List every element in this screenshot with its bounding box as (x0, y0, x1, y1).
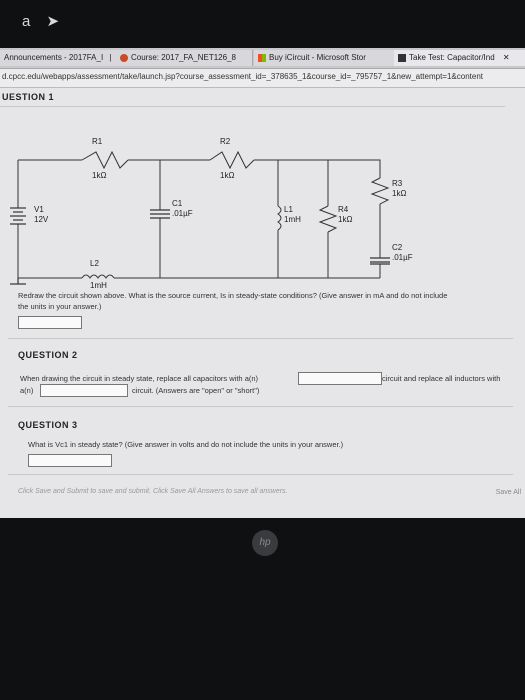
v1-label: V1 (34, 205, 44, 214)
send-icon: ➤ (46, 13, 60, 30)
question-2-text-b: circuit and replace all inductors with (382, 374, 501, 383)
question-2-text-a: When drawing the circuit in steady state, replace all capacitors with a(n) (20, 374, 259, 383)
r2-value: 1kΩ (220, 171, 235, 180)
tab-take-test[interactable]: Take Test: Capacitor/Ind ✕ (394, 50, 525, 66)
monitor-top-bezel (0, 0, 525, 50)
tab-announcements[interactable]: Announcements - 2017FA_I | (0, 50, 117, 66)
c1-label: C1 (172, 199, 183, 208)
r1-value: 1kΩ (92, 171, 107, 180)
bezel-top-text: a ➤ (22, 13, 60, 30)
divider (8, 406, 513, 407)
l1-label: L1 (284, 205, 293, 214)
divider (8, 474, 513, 475)
question-2-inductor-input[interactable] (40, 384, 128, 397)
url-text: d.cpcc.edu/webapps/assessment/take/launch.jsp?course_assessment_id=_378635_1&course_id=_795757_1&new_attempt=1&content (2, 72, 483, 81)
r2-label: R2 (220, 137, 231, 146)
r1-label: R1 (92, 137, 103, 146)
question-2-text-c: a(n) (20, 386, 34, 395)
c1-value: .01µF (172, 209, 193, 218)
blackboard-icon (398, 54, 406, 62)
l1-value: 1mH (284, 215, 301, 224)
r3-value: 1kΩ (392, 189, 407, 198)
question-2-header: QUESTION 2 (18, 350, 78, 360)
microsoft-store-icon (258, 54, 266, 62)
question-2-capacitor-input[interactable] (298, 372, 382, 385)
browser-screen (0, 48, 525, 518)
question-1-header: UESTION 1 (2, 92, 55, 102)
r3-label: R3 (392, 179, 403, 188)
tab-buy-icircuit[interactable]: Buy iCircuit - Microsoft Stor (254, 50, 395, 66)
question-3-answer-input[interactable] (28, 454, 112, 467)
question-1-answer-input[interactable] (18, 316, 82, 329)
question-1-text: Redraw the circuit shown above. What is the source current, Is in steady-state conditions? (Give answer in mA and do not include the units in your answer.) (18, 291, 448, 311)
question-3-header: QUESTION 3 (18, 420, 78, 430)
flame-icon (120, 54, 128, 62)
test-content (0, 88, 525, 518)
l2-value: 1mH (90, 281, 107, 288)
address-bar[interactable] (0, 69, 525, 88)
submit-hint: Click Save and Submit to save and submit. Click Save All Answers to save all answers. (18, 488, 288, 495)
v1-value: 12V (34, 215, 49, 224)
l2-label: L2 (90, 259, 99, 268)
browser-tab-bar (0, 48, 525, 69)
r4-value: 1kΩ (338, 215, 353, 224)
r4-label: R4 (338, 205, 349, 214)
save-all-answers-button[interactable]: Save All (495, 489, 521, 496)
circuit-diagram (0, 88, 525, 288)
close-tab-icon[interactable]: ✕ (502, 53, 510, 62)
tab-course[interactable]: Course: 2017_FA_NET126_8 (116, 50, 253, 66)
c2-label: C2 (392, 243, 403, 252)
question-3-text: What is Vc1 in steady state? (Give answer in volts and do not include the units in your answer.) (28, 440, 344, 449)
c2-value: .01µF (392, 253, 413, 262)
hp-logo: hp (252, 530, 278, 556)
question-2-text-d: circuit. (Answers are "open" or "short") (132, 386, 260, 395)
divider (8, 338, 513, 339)
